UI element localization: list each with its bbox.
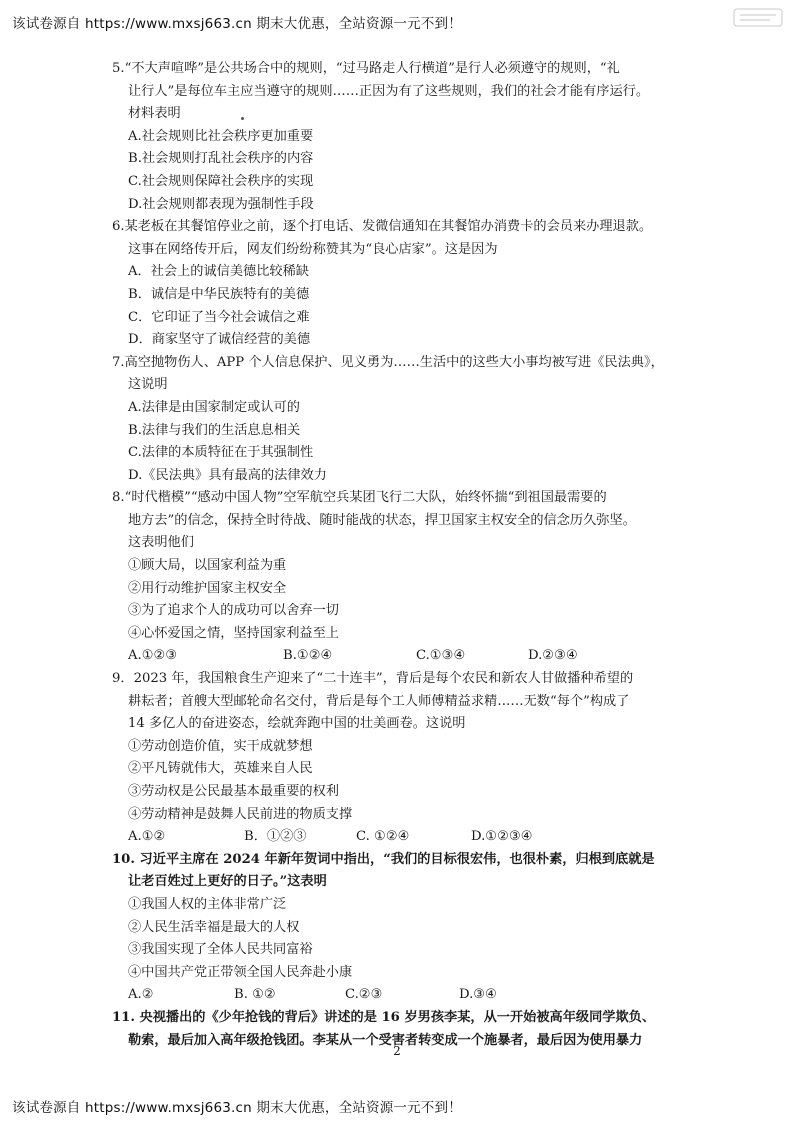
option-c: C．它印证了当今社会诚信之难	[128, 309, 310, 325]
answer-choices	[112, 645, 712, 668]
question-stem-line: 8.“时代楷模”“感动中国人物”空军航空兵某团飞行二大队，始终怀揣“到祖国最需要的	[112, 490, 607, 506]
statement-2: ②人民生活幸福是最大的人权	[128, 919, 300, 935]
question-stem-line: 材料表明	[128, 106, 181, 122]
question-stem-line: 11. 央视播出的《少年抢钱的背后》讲述的是 16 岁男孩李某，从一开始被高年级同学欺负、	[112, 1009, 656, 1025]
option-c: C.法律的本质特征在于其强制性	[128, 445, 314, 461]
choice-a: A.②	[128, 987, 154, 1003]
statement-2: ②平凡铸就伟大，英雄来自人民	[128, 761, 313, 777]
statement-1: ①我国人权的主体非常广泛	[128, 896, 287, 912]
question-stem-line: 6.某老板在其餐馆停业之前，逐个打电话、发微信通知在其餐馆办消费卡的会员来办理退款。	[112, 219, 653, 235]
choice-d: D.①②③④	[471, 829, 533, 845]
option-a: A.社会规则比社会秩序更加重要	[128, 128, 314, 144]
question-9	[112, 668, 712, 849]
choice-a: A.①②	[128, 829, 166, 845]
question-6	[112, 216, 712, 352]
question-stem-line: 勒索，最后加入高年级抢钱团。李某从一个受害者转变成一个施暴者，最后因为使用暴力	[128, 1032, 643, 1048]
choice-b: B. ①②	[234, 987, 276, 1003]
question-stem-line: 14 多亿人的奋进姿态，绘就奔跑中国的壮美画卷。这说明	[128, 716, 466, 732]
footer-watermark-banner: 该试卷源自 https://www.mxsj663.cn 期末大优惠，全站资源一元不到！	[12, 1100, 462, 1116]
choice-a: A.①②③	[128, 648, 178, 664]
option-c: C.社会规则保障社会秩序的实现	[128, 173, 314, 189]
choice-c: C.①③④	[416, 648, 466, 664]
question-stem-line: 9．2023 年，我国粮食生产迎来了“二十连丰”，背后是每个农民和新农人甘做播种希望的	[112, 671, 634, 687]
question-stem-line: 这事在网络传开后，网友们纷纷称赞其为“良心店家”。这是因为	[128, 241, 498, 257]
statement-4: ④中国共产党正带领全国人民奔赴小康	[128, 964, 353, 980]
statement-1: ①顾大局，以国家利益为重	[128, 558, 287, 574]
option-d: D.社会规则都表现为强制性手段	[128, 196, 314, 212]
question-stem-line: 这表明他们	[128, 535, 194, 551]
header-watermark-banner: 该试卷源自 https://www.mxsj663.cn 期末大优惠，全站资源一元不到！	[12, 16, 462, 32]
option-a: A.法律是由国家制定或认可的	[128, 399, 300, 415]
choice-b: B．①②③	[244, 829, 307, 845]
question-stem-line: 7.高空抛物伤人、APP 个人信息保护、见义勇为……生活中的这些大小事均被写进《民法典》，	[112, 354, 664, 370]
choice-b: B.①②④	[283, 648, 333, 664]
question-5	[112, 58, 712, 216]
choice-c: C. ①②④	[356, 829, 410, 845]
statement-4: ④心怀爱国之情，坚持国家利益至上	[128, 625, 339, 641]
question-stem-line: 地方去”的信念，保持全时待战、随时能战的状态，捍卫国家主权安全的信念历久弥坚。	[128, 512, 636, 528]
exam-page	[112, 58, 712, 1052]
question-7	[112, 352, 712, 488]
question-10	[112, 849, 712, 1007]
answer-choices	[112, 826, 712, 849]
page-number: 2	[393, 1044, 401, 1058]
question-stem-line: 耕耘者；首艘大型邮轮命名交付，背后是每个工人师傅精益求精……无数“每个”构成了	[128, 693, 630, 709]
choice-d: D.③④	[459, 987, 497, 1003]
statement-1: ①劳动创造价值，实干成就梦想	[128, 738, 313, 754]
statement-4: ④劳动精神是鼓舞人民前进的物质支撑	[128, 806, 353, 822]
corner-stamp-icon	[732, 6, 784, 30]
question-stem-line: 5.“不大声喧哗”是公共场合中的规则，“过马路走人行横道”是行人必须遵守的规则，“礼	[112, 61, 620, 76]
choice-c: C.②③	[345, 987, 383, 1003]
answer-choices	[112, 984, 712, 1007]
option-b: B.法律与我们的生活息息相关	[128, 422, 301, 438]
question-stem-line: 这说明	[128, 377, 168, 393]
statement-3: ③为了追求个人的成功可以舍弃一切	[128, 603, 339, 619]
option-b: B．诚信是中华民族特有的美德	[128, 286, 310, 302]
question-stem-line: 让行人”是每位车主应当遵守的规则……正因为有了这些规则，我们的社会才能有序运行。	[128, 83, 650, 99]
question-8	[112, 487, 712, 668]
statement-3: ③我国实现了全体人民共同富裕	[128, 942, 313, 958]
statement-3: ③劳动权是公民最基本最重要的权利	[128, 784, 339, 799]
choice-d: D.②③④	[528, 648, 578, 664]
question-stem-line: 让老百姓过上更好的日子。”这表明	[128, 874, 327, 890]
option-a: A．社会上的诚信美德比较稀缺	[128, 264, 309, 280]
option-b: B.社会规则打乱社会秩序的内容	[128, 151, 314, 167]
option-d: D．商家坚守了诚信经营的美德	[128, 332, 311, 348]
statement-2: ②用行动维护国家主权安全	[128, 580, 287, 596]
question-stem-line: 10. 习近平主席在 2024 年新年贺词中指出，“我们的目标很宏伟，也很朴素，归根到底就是	[112, 851, 655, 867]
option-d: D.《民法典》具有最高的法律效力	[128, 467, 327, 483]
